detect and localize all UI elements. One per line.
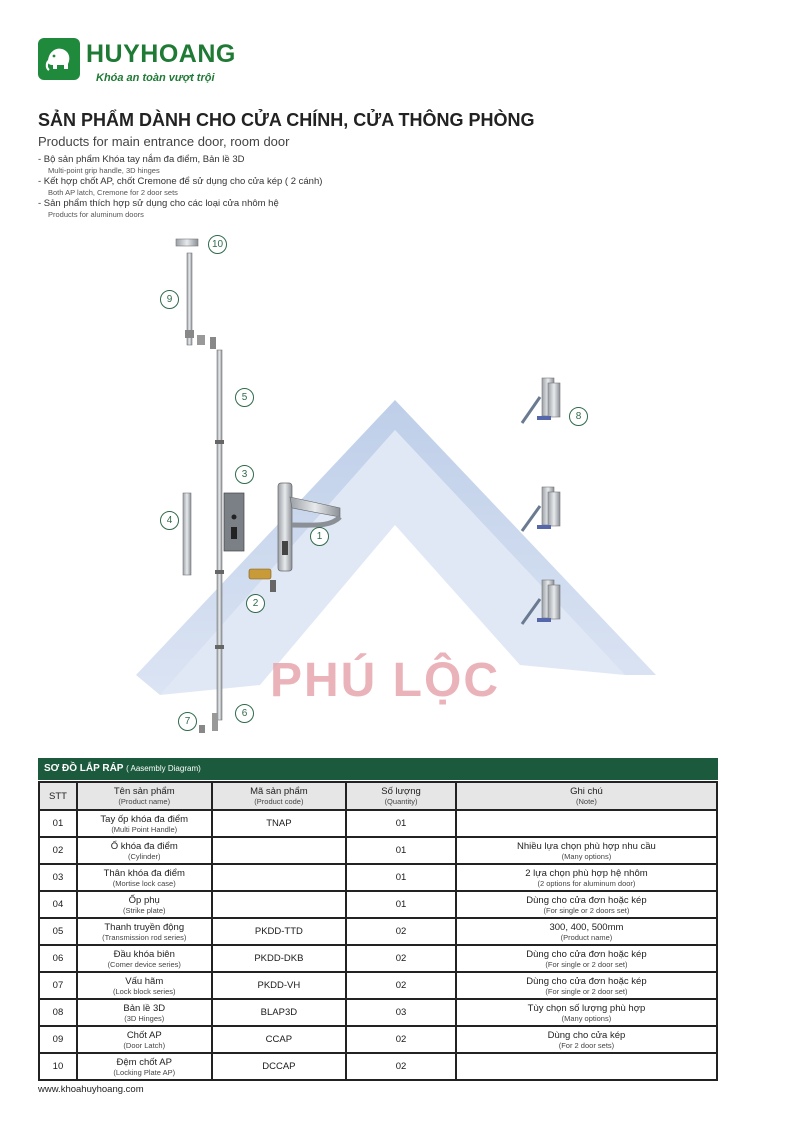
cell-note: Dùng cho cửa đơn hoặc kép (For single or 2 door set) [457,971,718,998]
cell-code: PKDD-DKB [213,944,348,971]
cell-stt: 09 [40,1025,78,1052]
callout-6: 6 [235,704,254,723]
cell-code: BLAP3D [213,998,348,1025]
callout-2: 2 [246,594,265,613]
cell-qty: 02 [347,971,457,998]
cell-qty: 01 [347,836,457,863]
table-row [40,809,718,836]
callout-4: 4 [160,511,179,530]
feature-text-en: Both AP latch, Cremone for 2 door sets [48,188,178,197]
callout-9: 9 [160,290,179,309]
header-product-name: Tên sản phẩm (Product name) [78,781,213,809]
brand-logo [38,38,238,90]
transmission-rod-part [217,350,222,720]
callout-7: 7 [178,712,197,731]
cell-stt: 05 [40,917,78,944]
cell-code: CCAP [213,1025,348,1052]
cell-stt: 10 [40,1052,78,1079]
strike-plate-part [183,493,191,575]
page-title: SẢN PHẨM DÀNH CHO CỬA CHÍNH, CỬA THÔNG PHÒNG [38,110,535,130]
cell-note [457,809,718,836]
feature-item [38,154,558,175]
page-subtitle: Products for main entrance door, room door [38,134,290,149]
header-note: Ghi chú (Note) [457,781,718,809]
callout-10: 10 [208,235,227,254]
table-row [40,863,718,890]
cell-code [213,863,348,890]
table-row [40,890,718,917]
cell-code: PKDD-VH [213,971,348,998]
cell-stt: 01 [40,809,78,836]
lock-block-part [199,725,205,733]
cell-qty: 02 [347,1052,457,1079]
feature-text: - Sản phẩm thích hợp sử dụng cho các loại cửa nhôm hệ [38,198,279,209]
brand-name: HUYHOANG [86,40,236,68]
table-row [40,1025,718,1052]
cell-note [457,1052,718,1079]
assembly-diagram [0,225,794,745]
assembly-table [38,781,718,1081]
locking-plate-part [176,239,198,246]
hinge-part [522,378,560,423]
cell-stt: 04 [40,890,78,917]
table-row [40,917,718,944]
header-stt: STT [40,781,78,809]
elephant-logo-icon [38,38,80,80]
cylinder-part [249,569,271,579]
feature-list [38,154,558,220]
table-row [40,971,718,998]
cell-name: Bản lề 3D (3D Hinges) [78,998,213,1025]
header-quantity: Số lượng (Quantity) [347,781,457,809]
cell-code [213,836,348,863]
website-link[interactable]: www.khoahuyhoang.com [38,1084,144,1095]
table-row [40,836,718,863]
brand-tagline: Khóa an toàn vượt trội [96,72,215,84]
cell-note: Tùy chọn số lượng phù hợp (Many options) [457,998,718,1025]
cell-qty: 01 [347,890,457,917]
table-title-bar [38,758,718,780]
cell-note: 2 lựa chọn phù hợp hệ nhôm (2 options for aluminum door) [457,863,718,890]
cell-note: Nhiều lựa chọn phù hợp nhu cầu (Many options) [457,836,718,863]
cell-stt: 08 [40,998,78,1025]
cell-name: Ổ khóa đa điểm (Cylinder) [78,836,213,863]
cell-name: Vấu hãm (Lock block series) [78,971,213,998]
hinge-part [522,487,560,531]
header-product-code: Mã sản phẩm (Product code) [213,781,348,809]
callout-5: 5 [235,388,254,407]
cell-stt: 06 [40,944,78,971]
feature-item [38,198,558,219]
cell-name: Thanh truyền động (Transmission rod series) [78,917,213,944]
callout-3: 3 [235,465,254,484]
feature-text: - Bộ sản phẩm Khóa tay nắm đa điểm, Bản lề 3D [38,154,245,165]
table-title-en: ( Aasembly Diagram) [126,764,201,773]
feature-text-en: Multi-point grip handle, 3D hinges [48,166,160,175]
cell-stt: 07 [40,971,78,998]
cell-name: Ốp phụ (Strike plate) [78,890,213,917]
handle-plate-part [278,483,292,571]
cell-code: TNAP [213,809,348,836]
table-row [40,944,718,971]
cell-note: Dùng cho cửa kép (For 2 door sets) [457,1025,718,1052]
cell-qty: 02 [347,1025,457,1052]
cell-qty: 02 [347,917,457,944]
cell-name: Đệm chốt AP (Locking Plate AP) [78,1052,213,1079]
cell-name: Tay ốp khóa đa điểm (Multi Point Handle) [78,809,213,836]
cell-code [213,890,348,917]
cell-stt: 03 [40,863,78,890]
cell-code: PKDD-TTD [213,917,348,944]
mortise-lock-case-part [224,493,244,551]
cell-code: DCCAP [213,1052,348,1079]
table-header-row [40,781,718,809]
table-row [40,1052,718,1079]
table-title: SƠ ĐỒ LẮP RÁP [44,763,124,774]
feature-item [38,176,558,197]
cell-name: Thân khóa đa điểm (Mortise lock case) [78,863,213,890]
cell-name: Chốt AP (Door Latch) [78,1025,213,1052]
cell-note: 300, 400, 500mm (Product name) [457,917,718,944]
cell-qty: 02 [347,944,457,971]
feature-text-en: Products for aluminum doors [48,210,144,219]
cell-note: Dùng cho cửa đơn hoặc kép (For single or 2 door set) [457,944,718,971]
cell-qty: 01 [347,809,457,836]
watermark-text: PHÚ LỘC [270,654,500,707]
callout-8: 8 [569,407,588,426]
cell-note: Dùng cho cửa đơn hoặc kép (For single or 2 doors set) [457,890,718,917]
cell-qty: 03 [347,998,457,1025]
callout-1: 1 [310,527,329,546]
cell-stt: 02 [40,836,78,863]
cell-name: Đầu khóa biên (Comer device series) [78,944,213,971]
cell-qty: 01 [347,863,457,890]
feature-text: - Kết hợp chốt AP, chốt Cremone để sử dụng cho cửa kép ( 2 cánh) [38,176,323,187]
table-row [40,998,718,1025]
